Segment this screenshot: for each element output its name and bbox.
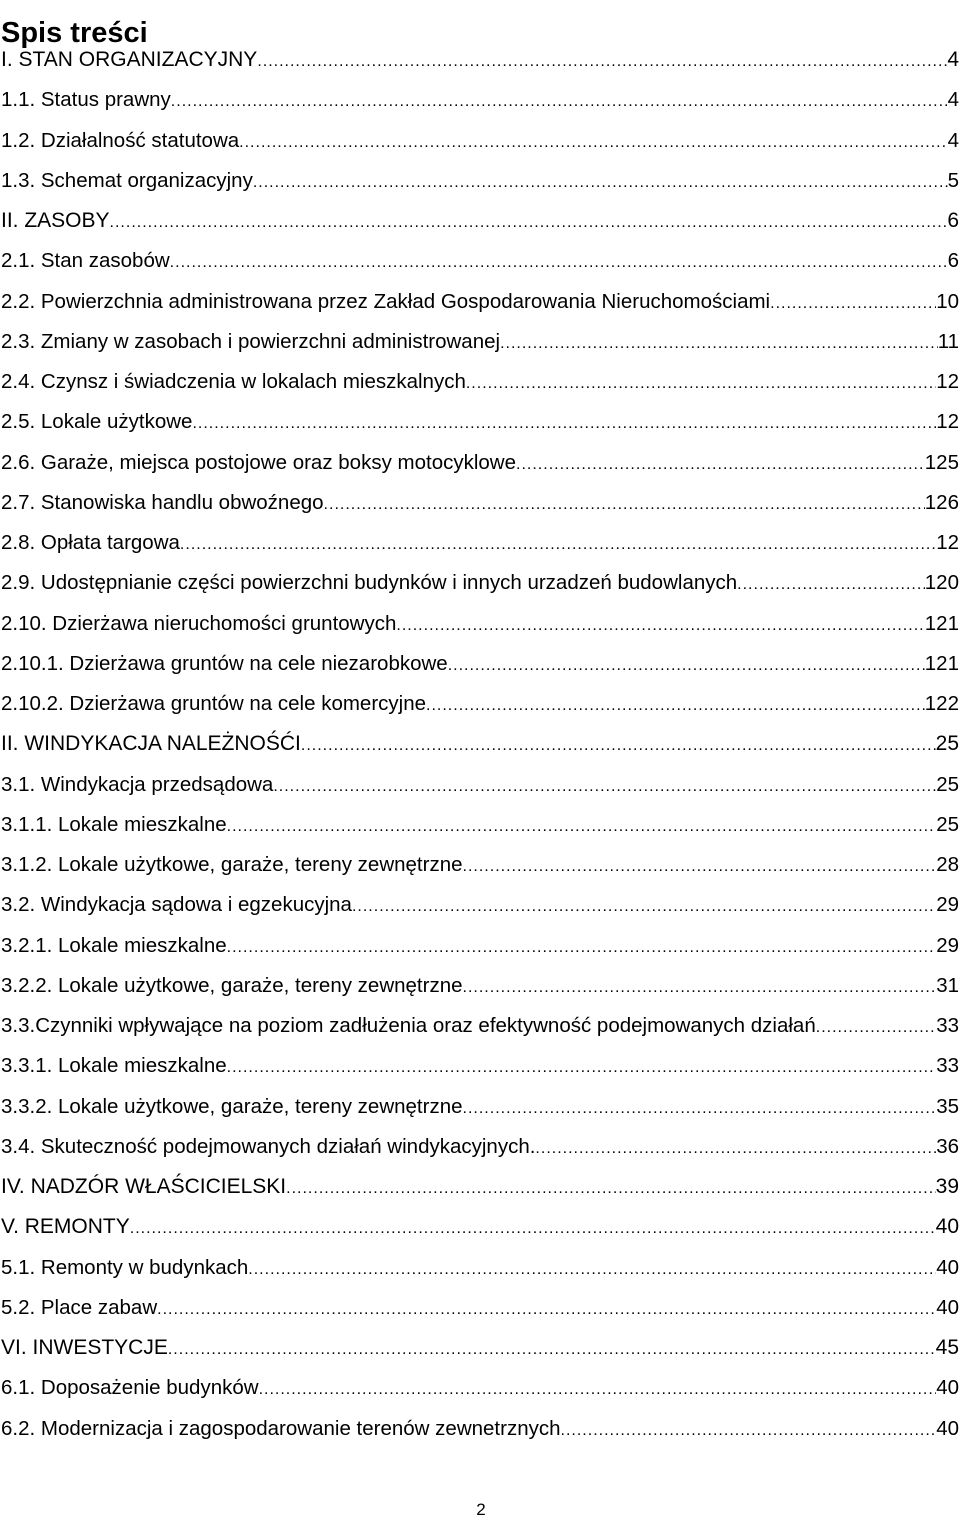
toc-entry-title: 2.10. Dzierżawa nieruchomości gruntowych <box>1 611 397 635</box>
dot-leader <box>110 203 948 243</box>
toc-entry-page-number: 40 <box>936 1416 959 1440</box>
toc-entry-title: 3.3.Czynniki wpływające na poziom zadłużenia oraz efektywność podejmowanych działań <box>1 1014 816 1037</box>
toc-entry-title: 2.7. Stanowiska handlu obwoźnego <box>1 490 324 514</box>
dot-leader <box>770 284 936 324</box>
toc-entry-page-number: 36 <box>936 1134 959 1158</box>
dot-leader <box>171 82 948 122</box>
dot-leader <box>157 1290 936 1330</box>
toc-entry[interactable] <box>0 523 960 563</box>
toc-entry-title: 3.1.2. Lokale użytkowe, garaże, tereny zewnętrzne <box>1 853 463 876</box>
toc-entry[interactable] <box>0 80 960 120</box>
dot-leader <box>516 445 925 485</box>
dot-leader <box>301 726 936 766</box>
toc-entry[interactable] <box>0 201 960 241</box>
page-title: Spis treści <box>1 17 148 50</box>
toc-entry-title: 6.2. Modernizacja i zagospodarowanie terenów zewnetrznych <box>1 1416 561 1440</box>
dot-leader <box>286 1169 936 1209</box>
toc-entry[interactable] <box>0 926 960 966</box>
toc-entry[interactable] <box>0 805 960 845</box>
dot-leader <box>180 525 936 565</box>
toc-entry-title: 3.3.2. Lokale użytkowe, garaże, tereny zewnętrzne <box>1 1094 463 1118</box>
toc-entry[interactable] <box>0 1248 960 1288</box>
toc-entry-title: II. ZASOBY <box>1 209 110 232</box>
dot-leader <box>426 686 925 726</box>
dot-leader <box>396 606 924 646</box>
toc-entry-title: 2.9. Udostępnianie części powierzchni budynków i innych urzadzeń budowlanych <box>1 571 738 595</box>
toc-entry[interactable] <box>0 1167 960 1207</box>
toc-entry[interactable] <box>0 1328 960 1368</box>
dot-leader <box>463 968 937 1008</box>
toc-entry-page-number: 4 <box>947 48 959 71</box>
toc-entry[interactable] <box>0 644 960 684</box>
toc-entry-page-number: 25 <box>936 812 959 836</box>
toc-entry-title: 2.5. Lokale użytkowe <box>1 410 193 434</box>
toc-entry[interactable] <box>0 1087 960 1127</box>
dot-leader <box>737 565 925 605</box>
toc-entry-page-number: 12 <box>936 410 959 434</box>
dot-leader <box>324 485 925 525</box>
toc-entry-page-number: 31 <box>936 973 959 997</box>
toc-entry-page-number: 25 <box>935 732 959 756</box>
toc-entry-title: 3.2.1. Lokale mieszkalne <box>1 933 227 957</box>
toc-entry-page-number: 11 <box>937 329 959 353</box>
toc-entry-page-number: 121 <box>924 611 959 635</box>
toc-entry[interactable] <box>0 724 960 764</box>
dot-leader <box>561 1411 937 1451</box>
dot-leader <box>227 928 937 968</box>
toc-entry-page-number: 12 <box>936 370 959 393</box>
dot-leader <box>227 807 937 847</box>
toc-entry[interactable] <box>0 966 960 1006</box>
toc-entry[interactable] <box>0 362 960 402</box>
toc-entry-page-number: 10 <box>936 289 959 313</box>
toc-entry-title: 2.10.2. Dzierżawa gruntów na cele komercyjne <box>1 692 427 715</box>
toc-entry-page-number: 122 <box>924 692 959 715</box>
toc-entry-title: II. WINDYKACJA NALEŻNOŚĆI <box>1 732 301 756</box>
toc-entry[interactable] <box>0 241 960 281</box>
toc-entry-page-number: 121 <box>924 651 959 675</box>
toc-entry[interactable] <box>0 684 960 724</box>
toc-entry[interactable] <box>0 443 960 483</box>
dot-leader <box>500 324 938 364</box>
toc-entry-page-number: 40 <box>936 1376 959 1400</box>
toc-entry[interactable] <box>0 121 960 161</box>
dot-leader <box>192 404 936 444</box>
toc-entry-page-number: 45 <box>935 1336 959 1359</box>
toc-entry[interactable] <box>0 1006 960 1046</box>
toc-entry-title: I. STAN ORGANIZACYJNY <box>1 48 258 71</box>
toc-entry[interactable] <box>0 483 960 523</box>
toc-entry[interactable] <box>0 1046 960 1086</box>
toc-entry[interactable] <box>0 1127 960 1167</box>
toc-entry-page-number: 126 <box>924 490 959 514</box>
dot-leader <box>259 1370 937 1410</box>
toc-entry[interactable] <box>0 885 960 925</box>
table-of-contents <box>0 40 960 1449</box>
dot-leader <box>352 887 936 927</box>
toc-entry[interactable] <box>0 765 960 805</box>
toc-entry-title: 5.2. Place zabaw <box>1 1295 158 1319</box>
toc-entry[interactable] <box>0 322 960 362</box>
toc-entry-title: 2.6. Garaże, miejsca postojowe oraz boksy motocyklowe <box>1 450 517 474</box>
toc-entry-title: 3.1.1. Lokale mieszkalne <box>1 812 227 836</box>
toc-entry-title: IV. NADZÓR WŁAŚCICIELSKI <box>1 1175 287 1198</box>
dot-leader <box>130 1209 936 1249</box>
toc-entry-title: 2.8. Opłata targowa <box>1 531 180 554</box>
dot-leader <box>816 1008 936 1048</box>
toc-entry[interactable] <box>0 40 960 80</box>
toc-entry[interactable] <box>0 1207 960 1247</box>
toc-entry-page-number: 125 <box>924 450 959 474</box>
dot-leader <box>466 364 936 404</box>
dot-leader <box>273 767 936 807</box>
toc-entry-page-number: 33 <box>936 1054 959 1078</box>
toc-entry-title: 1.3. Schemat organizacyjny <box>1 168 253 192</box>
toc-entry-title: 2.4. Czynsz i świadczenia w lokalach mieszkalnych <box>1 370 466 393</box>
toc-entry-page-number: 40 <box>936 1255 959 1279</box>
toc-entry-title: 1.2. Działalność statutowa <box>1 128 240 152</box>
toc-entry-title: 3.2. Windykacja sądowa i egzekucyjna <box>1 893 352 917</box>
toc-entry-title: 3.2.2. Lokale użytkowe, garaże, tereny zewnętrzne <box>1 973 463 997</box>
dot-leader <box>227 1048 937 1088</box>
toc-entry-title: VI. INWESTYCJE <box>1 1336 168 1359</box>
toc-entry-page-number: 29 <box>936 893 959 917</box>
dot-leader <box>170 243 948 283</box>
toc-entry[interactable] <box>0 161 960 201</box>
toc-entry-page-number: 25 <box>936 772 959 796</box>
toc-entry-title: 3.1. Windykacja przedsądowa <box>1 772 274 796</box>
toc-entry-page-number: 33 <box>936 1014 959 1037</box>
toc-entry[interactable] <box>0 604 960 644</box>
toc-entry-page-number: 4 <box>947 88 959 112</box>
toc-entry-page-number: 6 <box>947 249 959 273</box>
dot-leader <box>248 1250 936 1290</box>
toc-entry-title: 3.3.1. Lokale mieszkalne <box>1 1054 227 1078</box>
toc-entry[interactable] <box>0 1409 960 1449</box>
toc-entry-title: 3.4. Skuteczność podejmowanych działań windykacyjnych. <box>1 1134 536 1158</box>
toc-entry-page-number: 29 <box>936 933 959 957</box>
toc-entry-page-number: 12 <box>936 531 959 554</box>
dot-leader <box>168 1330 936 1370</box>
toc-entry-page-number: 6 <box>947 209 959 232</box>
dot-leader <box>463 847 937 887</box>
toc-entry-title: 2.10.1. Dzierżawa gruntów na cele niezarobkowe <box>1 651 448 675</box>
toc-entry[interactable] <box>0 282 960 322</box>
toc-entry-page-number: 39 <box>935 1175 959 1198</box>
toc-entry-page-number: 120 <box>924 571 959 595</box>
dot-leader <box>535 1129 936 1169</box>
dot-leader <box>253 163 948 203</box>
toc-entry-page-number: 5 <box>947 168 959 192</box>
toc-entry-page-number: 35 <box>936 1094 959 1118</box>
toc-entry-title: 2.1. Stan zasobów <box>1 249 170 273</box>
toc-entry-page-number: 40 <box>936 1295 959 1319</box>
toc-entry-title: 6.1. Doposażenie budynków <box>1 1376 259 1400</box>
toc-entry-page-number: 40 <box>935 1215 959 1239</box>
toc-entry-title: 5.1. Remonty w budynkach <box>1 1255 249 1279</box>
toc-entry-title: 2.3. Zmiany w zasobach i powierzchni administrowanej <box>1 329 501 353</box>
toc-entry[interactable] <box>0 1288 960 1328</box>
toc-entry-page-number: 28 <box>936 853 959 876</box>
dot-leader <box>257 42 947 82</box>
dot-leader <box>463 1089 937 1129</box>
toc-entry[interactable] <box>0 845 960 885</box>
toc-entry-title: 2.2. Powierzchnia administrowana przez Zakład Gospodarowania Nieruchomościami <box>1 289 771 313</box>
dot-leader <box>448 646 925 686</box>
toc-entry-title: V. REMONTY <box>1 1215 130 1239</box>
toc-entry[interactable] <box>0 1368 960 1408</box>
toc-entry[interactable] <box>0 402 960 442</box>
toc-entry[interactable] <box>0 563 960 603</box>
toc-entry-page-number: 4 <box>947 128 959 152</box>
toc-entry-title: 1.1. Status prawny <box>1 88 171 112</box>
page-number: 2 <box>476 1500 486 1519</box>
dot-leader <box>239 123 947 163</box>
